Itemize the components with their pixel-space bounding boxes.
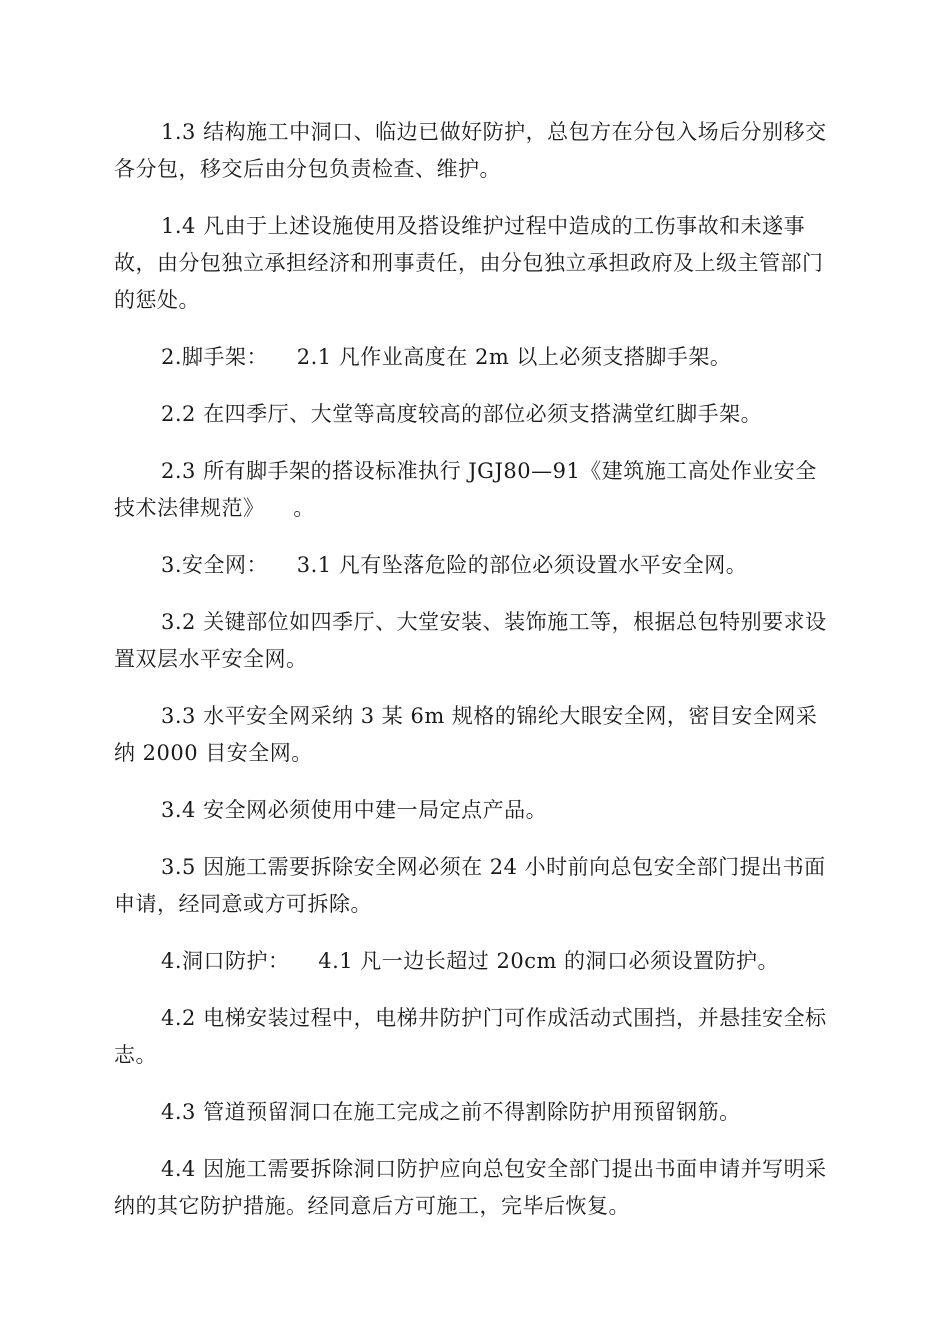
paragraph-4-1-opening-protection: 4.洞口防护： 4.1 凡一边长超过 20cm 的洞口必须设置防护。 (161, 949, 780, 973)
paragraph-2-3: 2.3 所有脚手架的搭设标准执行 JGJ80—91《建筑施工高处作业安全技术法律规范》 。 (114, 459, 817, 520)
paragraph-1-3: 1.3 结构施工中洞口、临边已做好防护，总包方在分包入场后分别移交各分包，移交后由分包负责检查、维护。 (114, 120, 827, 181)
paragraph-4-2: 4.2 电梯安装过程中，电梯井防护门可作成活动式围挡，并悬挂安全标志。 (114, 1006, 827, 1067)
paragraph-3-4: 3.4 安全网必须使用中建一局定点产品。 (161, 798, 548, 822)
paragraph-4-4: 4.4 因施工需要拆除洞口防护应向总包安全部门提出书面申请并写明采纳的其它防护措施。经同意后方可施工，完毕后恢复。 (114, 1157, 827, 1218)
paragraph-2-2: 2.2 在四季厅、大堂等高度较高的部位必须支搭满堂红脚手架。 (161, 402, 763, 426)
paragraph-3-1-safety-net: 3.安全网： 3.1 凡有坠落危险的部位必须设置水平安全网。 (161, 553, 748, 577)
paragraph-2-1-scaffolding: 2.脚手架： 2.1 凡作业高度在 2m 以上必须支搭脚手架。 (161, 345, 732, 369)
paragraph-1-4: 1.4 凡由于上述设施使用及搭设维护过程中造成的工伤事故和未遂事故，由分包独立承担经济和刑事责任，由分包独立承担政府及上级主管部门的惩处。 (114, 214, 824, 312)
paragraph-3-2: 3.2 关键部位如四季厅、大堂安装、装饰施工等，根据总包特别要求设置双层水平安全网。 (114, 610, 827, 671)
paragraph-3-5: 3.5 因施工需要拆除安全网必须在 24 小时前向总包安全部门提出书面申请，经同意或方可拆除。 (114, 855, 826, 916)
paragraph-3-3: 3.3 水平安全网采纳 3 某 6m 规格的锦纶大眼安全网，密目安全网采纳 2000 目安全网。 (114, 704, 818, 765)
paragraph-4-3: 4.3 管道预留洞口在施工完成之前不得割除防护用预留钢筋。 (161, 1100, 741, 1124)
